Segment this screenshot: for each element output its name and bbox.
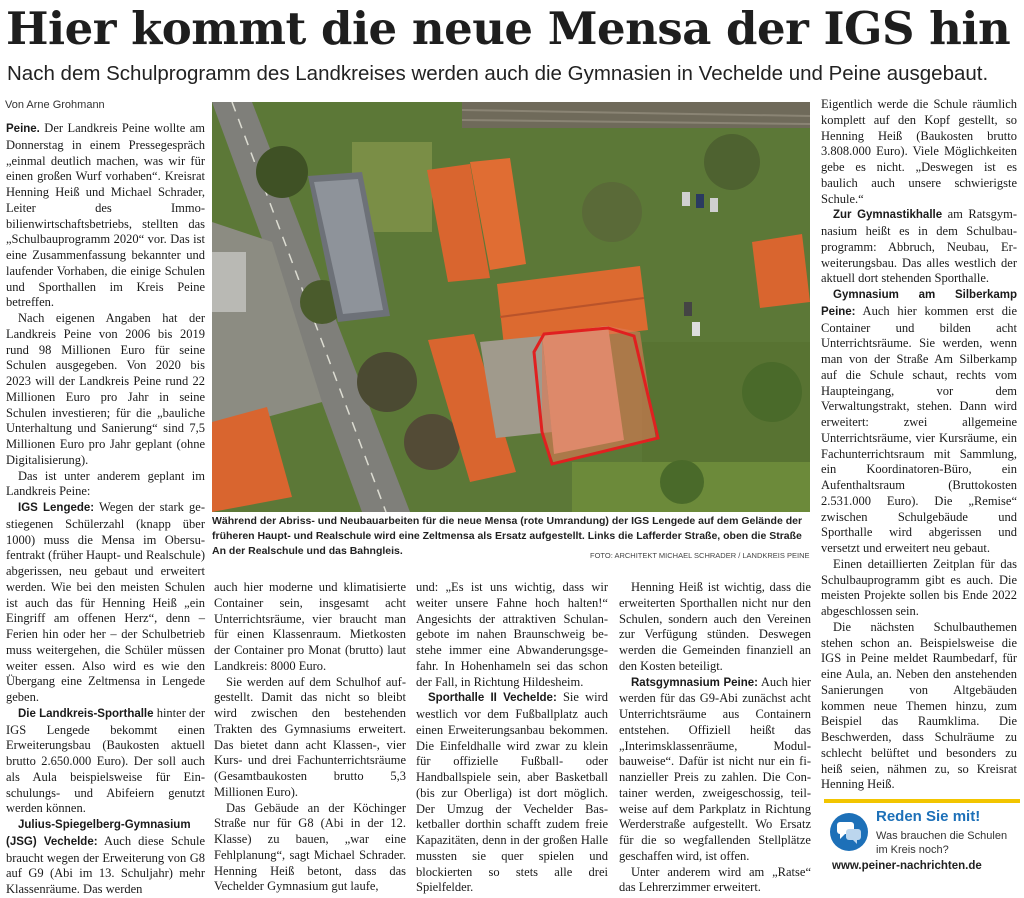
paragraph: Nach eigenen Angaben hat der Landkreis Peine von 2006 bis 2019 rund 98 Millionen Euro für seine Schulen ausgegeben. Von 2020 bis 2023 will der Landkreis Peine rund 22 Millionen Euro pro Jahr in seine Schulen investieren; für die „bauliche Unterhaltung und Sanierung“ sind 7,5 Millionen Euro pro Jahr geplant (ohne Digitalisierung). [6, 311, 205, 467]
paragraph [6, 500, 205, 706]
promo-title: Reden Sie mit! [876, 808, 981, 825]
dateline: Peine. [6, 123, 40, 135]
paragraph-text: am Ratsgymnasium heißt es in dem Schulbauprogramm: Abbruch, Neubau, Erweiterungsbau. Das alles westlich der aktuell dort stehenden Sporthalle. [821, 207, 1017, 286]
paragraph: Das Gebäude an der Köchinger Straße nur für G8 (Abi in der 12. Klasse) zu bauen, „war eine Fehlplanung“, sagt Michael Schrader. Henning Heiß betont, dass das Vechelder Gymnasium gut laufe, [214, 800, 406, 894]
photo-credit: FOTO: ARCHITEKT MICHAEL SCHRADER / LANDKREIS PEINE [590, 551, 810, 560]
paragraph: Unter anderem wird am „Ratse“ das Lehrerzimmer erweitert. [619, 864, 811, 895]
promo-text: Was brauchen die Schulen im Kreis noch? [876, 830, 1008, 856]
article-column-5 [821, 97, 1017, 793]
paragraph-text: Sie wird westlich vor dem Fußballplatz auch einen Erweiterungsanbau bekommen. Die Einfeldhalle wird zwar zu klein für offizielle Fußball- oder Handballspiele sein, aber Basketball (bis zur Oberliga) ist dort möglich. Der Umzug der Vechelder Basketballer dorthin schafft zudem freie Kapazitäten, denn in der großen Halle mussten sie quer spielen und blockierten so stets alle drei Spielfelder. [416, 690, 608, 895]
section-lead: Ratsgymnasium Peine: [631, 676, 758, 689]
section-lead: Sporthalle II Vechelde: [428, 692, 557, 705]
paragraph-text: Auch hier werden für das G9-Abi zunächst acht Unterrichtsräume aus Containern entstehen. Offiziell heißt das „Interimsklassenräume, Modulbauweise“. Dafür ist nicht nur ein finanzieller Preis zu zahlen. Die Container werden, zweigeschossig, teilweise auf dem Parkplatz in Richtung Werderstraße aufgestellt. Wo Ersatz für die so wegfallenden Stellplätze geschaffen wird, ist offen. [619, 674, 811, 863]
paragraph: und: „Es ist uns wichtig, dass wir weiter unsere Fahne hoch halten!“ Angesichts der attraktiven Schulangebote im nahen Braunschweig bestehe immer eine Abwanderungsgefahr. In Hohenhameln sei das schon der Fall, in Richtung Hildesheim. [416, 580, 608, 689]
section-lead: Zur Gymnastikhalle [833, 209, 943, 222]
paragraph: Die nächsten Schulbauthemen stehen schon an. Beispielsweise die IGS in Peine meldet Raumbedarf, für eine Aula, an. Neben den anstehenden Sanierungen von Altgebäuden kommen neue Themen hinzu, zum Beispiel das Raumklima. Die Beschwerden, dass Schulräume zu schlecht belüftet und besonders zu heiß seien, nähmen zu, so Kreisrat Henning Heiß. [821, 619, 1017, 792]
paragraph [6, 121, 205, 311]
promo-box[interactable] [824, 799, 1020, 879]
paragraph: Das ist unter anderem geplant im Landkreis Peine: [6, 468, 205, 499]
section-lead: IGS Lengede: [18, 502, 95, 514]
article-column-3 [416, 580, 608, 896]
article-column-1 [6, 121, 205, 898]
byline: Von Arne Grohmann [5, 99, 105, 111]
article-column-2 [214, 580, 406, 895]
paragraph [619, 675, 811, 865]
subheadline: Nach dem Schulprogramm des Landkreises werden auch die Gymnasien in Vechelde und Peine ausgebaut. [7, 62, 989, 85]
promo-link[interactable]: www.peiner-nachrichten.de [832, 860, 982, 872]
section-lead: Die Landkreis-Sporthalle [18, 707, 154, 720]
paragraph-text: hinter der IGS Lengede bekommt einen Erweiterungsbau (Baukosten aktuell brutto 2.650.000 Euro). Der soll auch als Aula beispielsweise für Einschulungs- und Abifeiern genutzt werden können. [6, 705, 205, 816]
aerial-photo [212, 102, 810, 512]
paragraph-text: Auch hier kommen erst die Container und bilden acht Unterrichtsräume. Sie werden, wenn man von der Straße Am Silberkamp auf die Schule schaut, rechts vom Haupteingang, vor dem Verwaltungstrakt, stehen. Dann wird erweitert: zwei allgemeine Unterrichtsräume, vier Kursräume, ein Fachunterrichtsraum mit Sammlung, ein Koordinatoren-Büro, ein Aufenthaltsraum (Bruttokosten 2.531.000 Euro). Die „Remise“ zwischen Schulgebäude und Sporthalle wird abgerissen und versetzt und erweitert neu gebaut. [821, 303, 1017, 555]
paragraph: auch hier moderne und klimatisierte Container sein, insgesamt acht Unterrichtsräume, vier braucht man für einen Klassenraum. Mietkosten der Container pro Monat (brutto) laut Landkreis: 8000 Euro. [214, 580, 406, 673]
aerial-photo-illustration [212, 102, 810, 512]
paragraph-text: Auch diese Schule braucht wegen der Erweiterung von G8 auf G9 (Abi im 13. Schuljahr) mehr Klassenräume. Das werden [6, 833, 206, 896]
paragraph: Henning Heiß ist wichtig, dass die erweiterten Sporthallen nicht nur den Schulen, sondern auch den Vereinen zur Verfügung stünden. Deswegen werden die Gemeinden finanziell an den Kosten beteiligt. [619, 580, 811, 673]
paragraph [6, 706, 205, 817]
paragraph: Eigentlich werde die Schule räumlich komplett auf den Kopf gestellt, so Henning Heiß (Baukosten brutto 3.808.000 Euro). Viele Möglichkeiten gebe es nicht. „Deswegen ist es baulich auch unsere schwierigste Schule.“ [821, 97, 1017, 206]
paragraph [416, 690, 608, 896]
paragraph-text: Der Landkreis Peine wollte am Donnerstag in einem Pressegespräch „einmal deutlich machen, was wir für einen großen Wurf vorhaben“. Kreisrat Henning Heiß und Michael Schrader, Leiter des Immobilienwirtschaftsbetriebs, stellten das „Schulbauprogramm 2020“ vor. Das ist eine Zusammenfassung bekannter und laufender Vorhaben, die einige Schulen und Sporthallen im Kreis Peine betreffen. [6, 121, 205, 310]
paragraph-text: Wegen der stark gestiegenen Schülerzahl (knapp über 1000) muss die Mensa im Obersufentrakt (früher Haupt- und Realschule) abgerissen, neu gebaut und erweitert werden. Wie bei den meisten Schulen ist auch das für Henning Heiß „ein Eingriff am offenen Herz“, denn – Ferien hin oder her – der Schulbetrieb muss weitergehen, die Schüler müssen weiter essen. Also wird es wie den Übergang eine Zeltmensa in Lengede geben. [6, 500, 205, 704]
paragraph [821, 207, 1017, 287]
article-column-4 [619, 580, 811, 896]
section-lead: Gymnasium am Silberkamp Peine: [821, 289, 1017, 318]
headline: Hier kommt die neue Mensa der IGS hin [6, 2, 1011, 55]
paragraph: Sie werden auf dem Schulhof aufgestellt. Damit das nicht so bleibt wird zwischen den bestehenden Trakten des Gymnasiums erweitert. Das bietet dann acht Klassen-, vier Kurs- und drei Fachunterrichtsräume (Gesamtbaukosten brutto 5,3 Millionen Euro). [214, 674, 406, 799]
paragraph [6, 817, 205, 898]
speech-bubbles-icon [830, 813, 868, 851]
section-lead: Julius-Spiegelberg-Gymnasium (JSG) Vechelde: [6, 819, 191, 848]
paragraph: Einen detaillierten Zeitplan für das Schulbauprogramm gibt es auch. Die meisten Projekte sollen bis Ende 2022 abgeschlossen sein. [821, 556, 1017, 618]
photo-caption: Während der Abriss- und Neubauarbeiten für die neue Mensa (rote Umrandung) der IGS Lengede auf dem Gelände der früheren Haupt- und Realschule wird eine Zeltmensa als Ersatz aufgestellt. Links die Lafferder Straße, oben die Straße An der Realschule und das Bahngleis. [212, 515, 803, 557]
paragraph [821, 287, 1017, 557]
